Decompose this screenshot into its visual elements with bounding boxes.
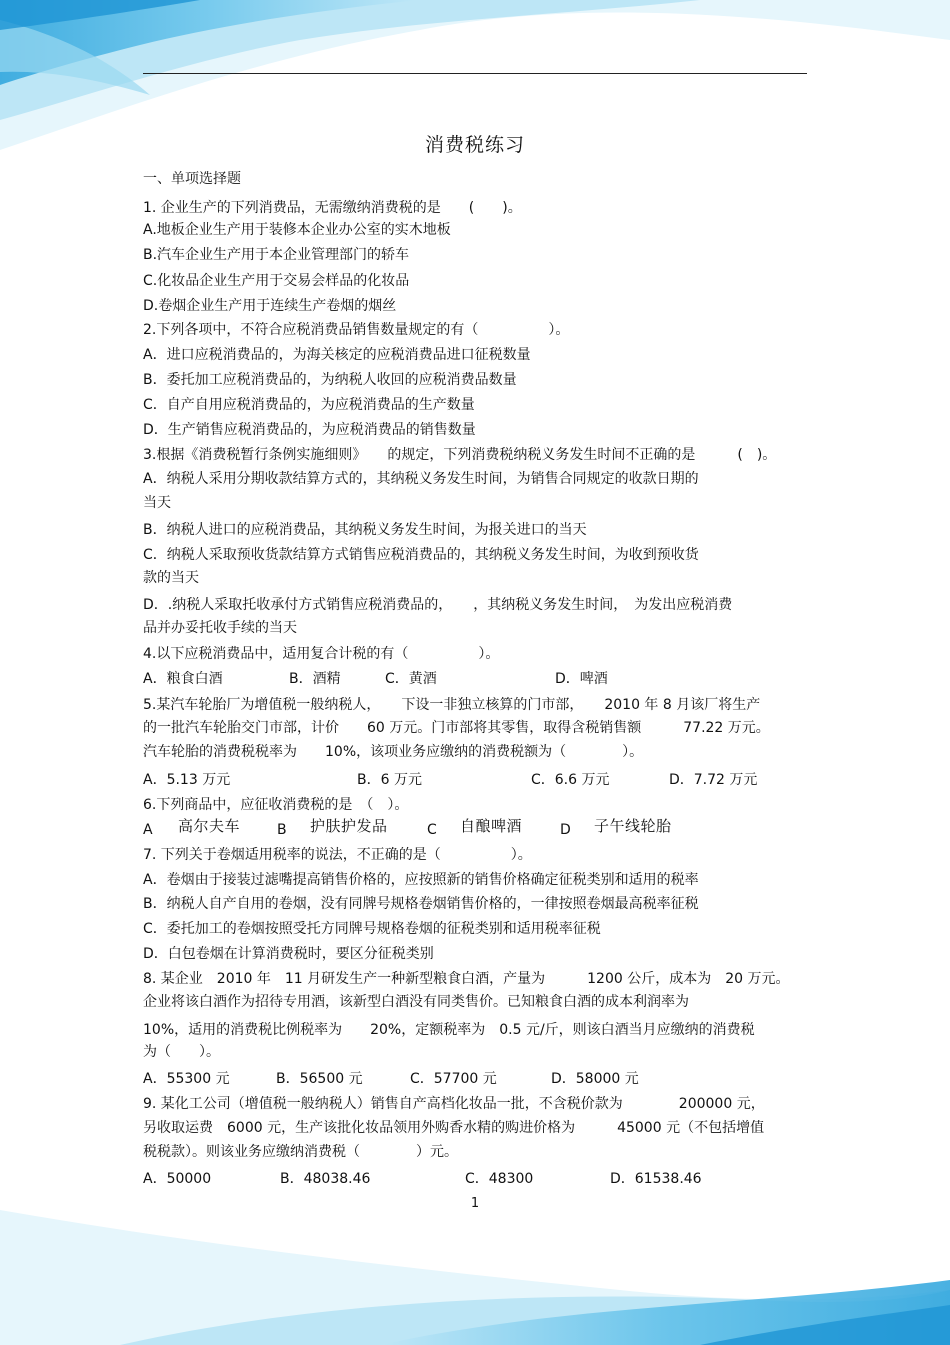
- q6-option-b-letter: B: [277, 822, 287, 838]
- q8-option-d: D．58000 元: [551, 1071, 639, 1087]
- question-9-cont-2: 税税款）。则该业务应缴纳消费税（ ）元。: [143, 1144, 458, 1160]
- question-5-cont-2: 汽车轮胎的消费税税率为 10%，该项业务应缴纳的消费税额为（ ）。: [143, 744, 644, 760]
- q5-option-b: B．6 万元: [357, 772, 422, 788]
- question-9: 9. 某化工公司（增值税一般纳税人）销售自产高档化妆品一批，不含税价款为 200000 元，: [143, 1096, 765, 1112]
- q9-option-a: A．50000: [143, 1171, 212, 1187]
- q2-option-b: B．委托加工应税消费品的，为纳税人收回的应税消费品数量: [143, 372, 517, 388]
- q4-option-d: D．啤酒: [555, 671, 608, 687]
- q3-option-d-cont: 品并办妥托收手续的当天: [143, 620, 297, 636]
- q3-option-a: A．纳税人采用分期收款结算方式的，其纳税义务发生时间，为销售合同规定的收款日期的: [143, 471, 699, 487]
- document-title: 消费税练习: [424, 134, 525, 156]
- question-3: 3.根据《消费税暂行条例实施细则》 的规定，下列消费税纳税义务发生时间不正确的是 ( )。: [143, 447, 777, 463]
- q2-option-a: A．进口应税消费品的，为海关核定的应税消费品进口征税数量: [143, 347, 531, 363]
- q1-option-b: B.汽车企业生产用于本企业管理部门的轿车: [143, 247, 410, 263]
- q1-option-d: D.卷烟企业生产用于连续生产卷烟的烟丝: [143, 298, 397, 314]
- q6-option-c-letter: C: [427, 822, 437, 838]
- q6-option-d-letter: D: [560, 822, 571, 838]
- q7-option-c: C．委托加工的卷烟按照受托方同牌号规格卷烟的征税类别和适用税率征税: [143, 921, 601, 937]
- q2-option-c: C．自产自用应税消费品的，为应税消费品的生产数量: [143, 397, 475, 413]
- question-8-cont-2: 10%，适用的消费税比例税率为 20%，定额税率为 0.5 元/斤，则该白酒当月应缴纳的消费税: [143, 1022, 755, 1038]
- q1-option-c: C.化妆品企业生产用于交易会样品的化妆品: [143, 273, 410, 289]
- question-6: 6.下列商品中，应征收消费税的是 （ ）。: [143, 797, 409, 813]
- question-7: 7. 下列关于卷烟适用税率的说法，不正确的是（ ）。: [143, 847, 532, 863]
- header-rule: [143, 73, 807, 74]
- q9-option-b: B．48038.46: [280, 1171, 371, 1187]
- section-heading: 一、单项选择题: [143, 171, 241, 187]
- q4-option-a: A．粮食白酒: [143, 671, 223, 687]
- q8-option-b: B．56500 元: [276, 1071, 363, 1087]
- q6-option-a-text: 高尔夫车: [178, 817, 241, 835]
- q5-option-a: A．5.13 万元: [143, 772, 231, 788]
- q6-option-b-text: 护肤护发品: [310, 817, 388, 835]
- q3-option-b: B．纳税人进口的应税消费品，其纳税义务发生时间，为报关进口的当天: [143, 522, 587, 538]
- question-2: 2.下列各项中，不符合应税消费品销售数量规定的有（ ）。: [143, 322, 570, 338]
- question-4: 4.以下应税消费品中，适用复合计税的有（ ）。: [143, 646, 500, 662]
- q1-option-a: A.地板企业生产用于装修本企业办公室的实木地板: [143, 222, 451, 238]
- q5-option-c: C．6.6 万元: [531, 772, 610, 788]
- q6-option-a-letter: A: [143, 822, 153, 838]
- q3-option-d: D．.纳税人采取托收承付方式销售应税消费品的， ，其纳税义务发生时间， 为发出应税消费: [143, 597, 733, 613]
- q6-option-c-text: 自酿啤酒: [460, 817, 523, 835]
- q9-option-d: D．61538.46: [610, 1171, 702, 1187]
- question-8-cont-1: 企业将该白酒作为招待专用酒，该新型白酒没有同类售价。已知粮食白酒的成本利润率为: [143, 994, 689, 1010]
- q7-option-d: D．白包卷烟在计算消费税时，要区分征税类别: [143, 946, 434, 962]
- q4-option-b: B．酒精: [289, 671, 341, 687]
- q7-option-a: A．卷烟由于接装过滤嘴提高销售价格的，应按照新的销售价格确定征税类别和适用的税率: [143, 872, 699, 888]
- q6-option-d-text: 子午线轮胎: [594, 817, 672, 835]
- q8-option-a: A．55300 元: [143, 1071, 230, 1087]
- q3-option-c-cont: 款的当天: [143, 570, 199, 586]
- question-9-cont-1: 另收取运费 6000 元，生产该批化妆品领用外购香水精的购进价格为 45000 元（不包括增值: [143, 1120, 765, 1136]
- question-5: 5.某汽车轮胎厂为增值税一般纳税人， 下设一非独立核算的门市部， 2010 年 8 月该厂将生产: [143, 697, 761, 713]
- q5-option-d: D．7.72 万元: [669, 772, 758, 788]
- q8-option-c: C．57700 元: [410, 1071, 497, 1087]
- q7-option-b: B．纳税人自产自用的卷烟，没有同牌号规格卷烟销售价格的，一律按照卷烟最高税率征税: [143, 896, 699, 912]
- question-8-cont-3: 为（ ）。: [143, 1044, 220, 1060]
- question-1: 1. 企业生产的下列消费品，无需缴纳消费税的是 ( )。: [143, 200, 522, 216]
- q2-option-d: D．生产销售应税消费品的，为应税消费品的销售数量: [143, 422, 476, 438]
- q3-option-a-cont: 当天: [143, 495, 171, 511]
- page-number: 1: [470, 1196, 480, 1211]
- q3-option-c: C．纳税人采取预收货款结算方式销售应税消费品的，其纳税义务发生时间，为收到预收货: [143, 547, 699, 563]
- q9-option-c: C．48300: [465, 1171, 534, 1187]
- question-8: 8. 某企业 2010 年 11 月研发生产一种新型粮食白酒，产量为 1200 公斤，成本为 20 万元。: [143, 971, 790, 987]
- q4-option-c: C．黄酒: [385, 671, 437, 687]
- question-5-cont-1: 的一批汽车轮胎交门市部，计价 60 万元。门市部将其零售，取得含税销售额 77.22 万元。: [143, 720, 770, 736]
